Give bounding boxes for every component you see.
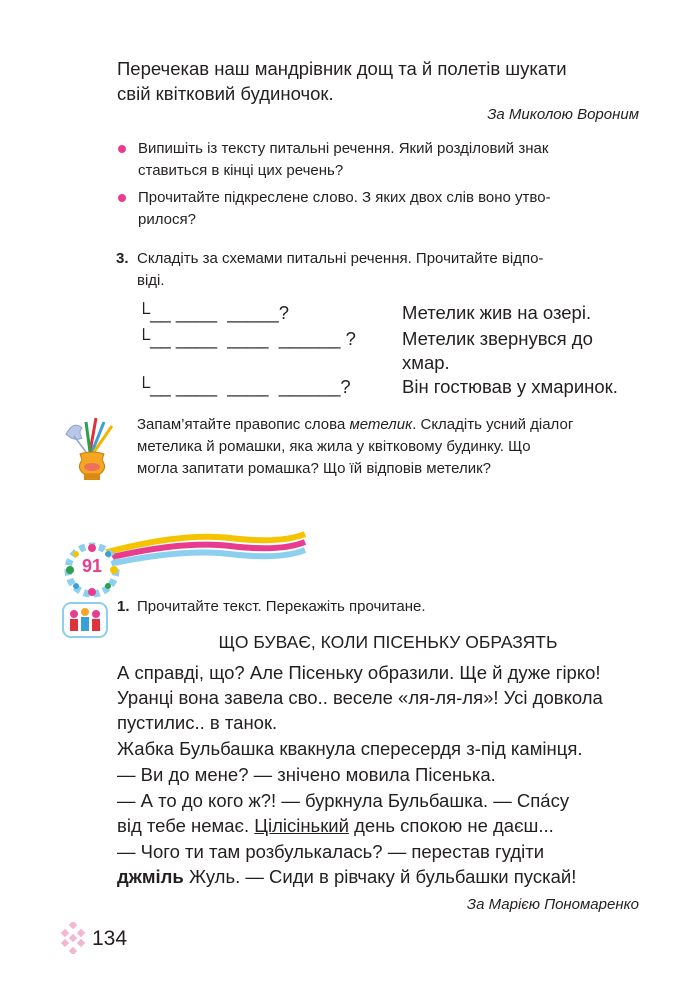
story-line: — Чого ти там розбулькалась? — перестав гудіти <box>117 841 545 862</box>
task-bullet-1-line2: ставиться в кінці цих речень? <box>138 162 344 179</box>
answer-2-cont: хмар. <box>402 352 450 373</box>
answer-1: Метелик жив на озері. <box>402 302 592 323</box>
story-line7-b: день спокою не даєш... <box>348 815 554 836</box>
scheme-1: └__ ____ _____? <box>137 302 289 323</box>
task-bullet-1-line1: Випишіть із тексту питальні речення. Який розділовий знак <box>138 140 549 157</box>
story-line7-a: від тебе немає. <box>117 815 255 836</box>
ornament-icon <box>58 922 88 954</box>
bullet-icon <box>118 145 126 153</box>
story-line: — А то до кого ж?! — буркнула Бульбашка. — Спа́су <box>117 790 570 811</box>
task-bullet-2-line1: Прочитайте підкреслене слово. З яких двох слів воно утво- <box>138 189 551 206</box>
bullet-icon <box>118 194 126 202</box>
story-line: Жабка Бульбашка квакнула спересердя з-під камінця. <box>117 738 583 759</box>
task3-line1: Складіть за схемами питальні речення. Прочитайте відпо- <box>137 250 544 267</box>
story-title: ЩО БУВАЄ, КОЛИ ПІСЕНЬКУ ОБРАЗЯТЬ <box>218 632 558 652</box>
story-line: Уранці вона завела сво.. веселе «ля-ля-ля»! Усі довкола <box>117 687 603 708</box>
memo-line1-b: . Складіть усний діалог <box>412 416 574 433</box>
answer-3: Він гостював у хмаринок. <box>402 376 618 397</box>
lesson-number: 91 <box>81 556 103 576</box>
top-text-line1: Перечекав наш мандрівник дощ та й полетів шукати <box>117 58 567 79</box>
task-bullet-2-line2: рилося? <box>138 211 196 228</box>
memo-line1 <box>137 414 639 436</box>
task3-number: 3. <box>116 250 129 267</box>
memo-line3: могла запитати ромашка? Що їй відповів метелик? <box>137 460 492 477</box>
answer-2: Метелик звернувся до <box>402 328 593 349</box>
top-author: За Миколою Вороним <box>487 106 639 123</box>
story-line: пустилис.. в танок. <box>117 712 278 733</box>
top-text-line2: свій квітковий будиночок. <box>117 83 334 104</box>
vase-with-flowers-icon <box>60 412 124 486</box>
memo-line2: метелика й ромашки, яка жила у квітковому будинку. Що <box>137 438 531 455</box>
task1-text: Прочитайте текст. Перекажіть прочитане. <box>137 598 426 615</box>
underlined-word: Цілісінький <box>254 815 349 836</box>
story-line-7 <box>117 813 554 838</box>
bold-word: джміль <box>117 866 184 887</box>
memo-keyword: метелик <box>349 416 413 433</box>
story-line: А справді, що? Але Пісеньку образили. Ще й дуже гірко! <box>117 662 601 683</box>
scheme-3: └__ ____ ____ ______? <box>137 376 351 397</box>
story-line9-rest: Жуль. — Сиди в рівчаку й бульбашки пускай! <box>183 866 577 887</box>
scheme-2: └__ ____ ____ ______ ? <box>137 328 356 349</box>
memo-line1-a: Запам’ятайте правопис слова <box>137 416 350 433</box>
story-line: — Ви до мене? — знічено мовила Пісенька. <box>117 764 496 785</box>
page-number: 134 <box>92 927 128 950</box>
task1-number: 1. <box>117 598 130 615</box>
group-work-icon <box>62 602 108 638</box>
story-line-9 <box>117 864 576 889</box>
task3-line2: віді. <box>137 272 165 289</box>
story-author: За Марією Пономаренко <box>466 896 639 913</box>
